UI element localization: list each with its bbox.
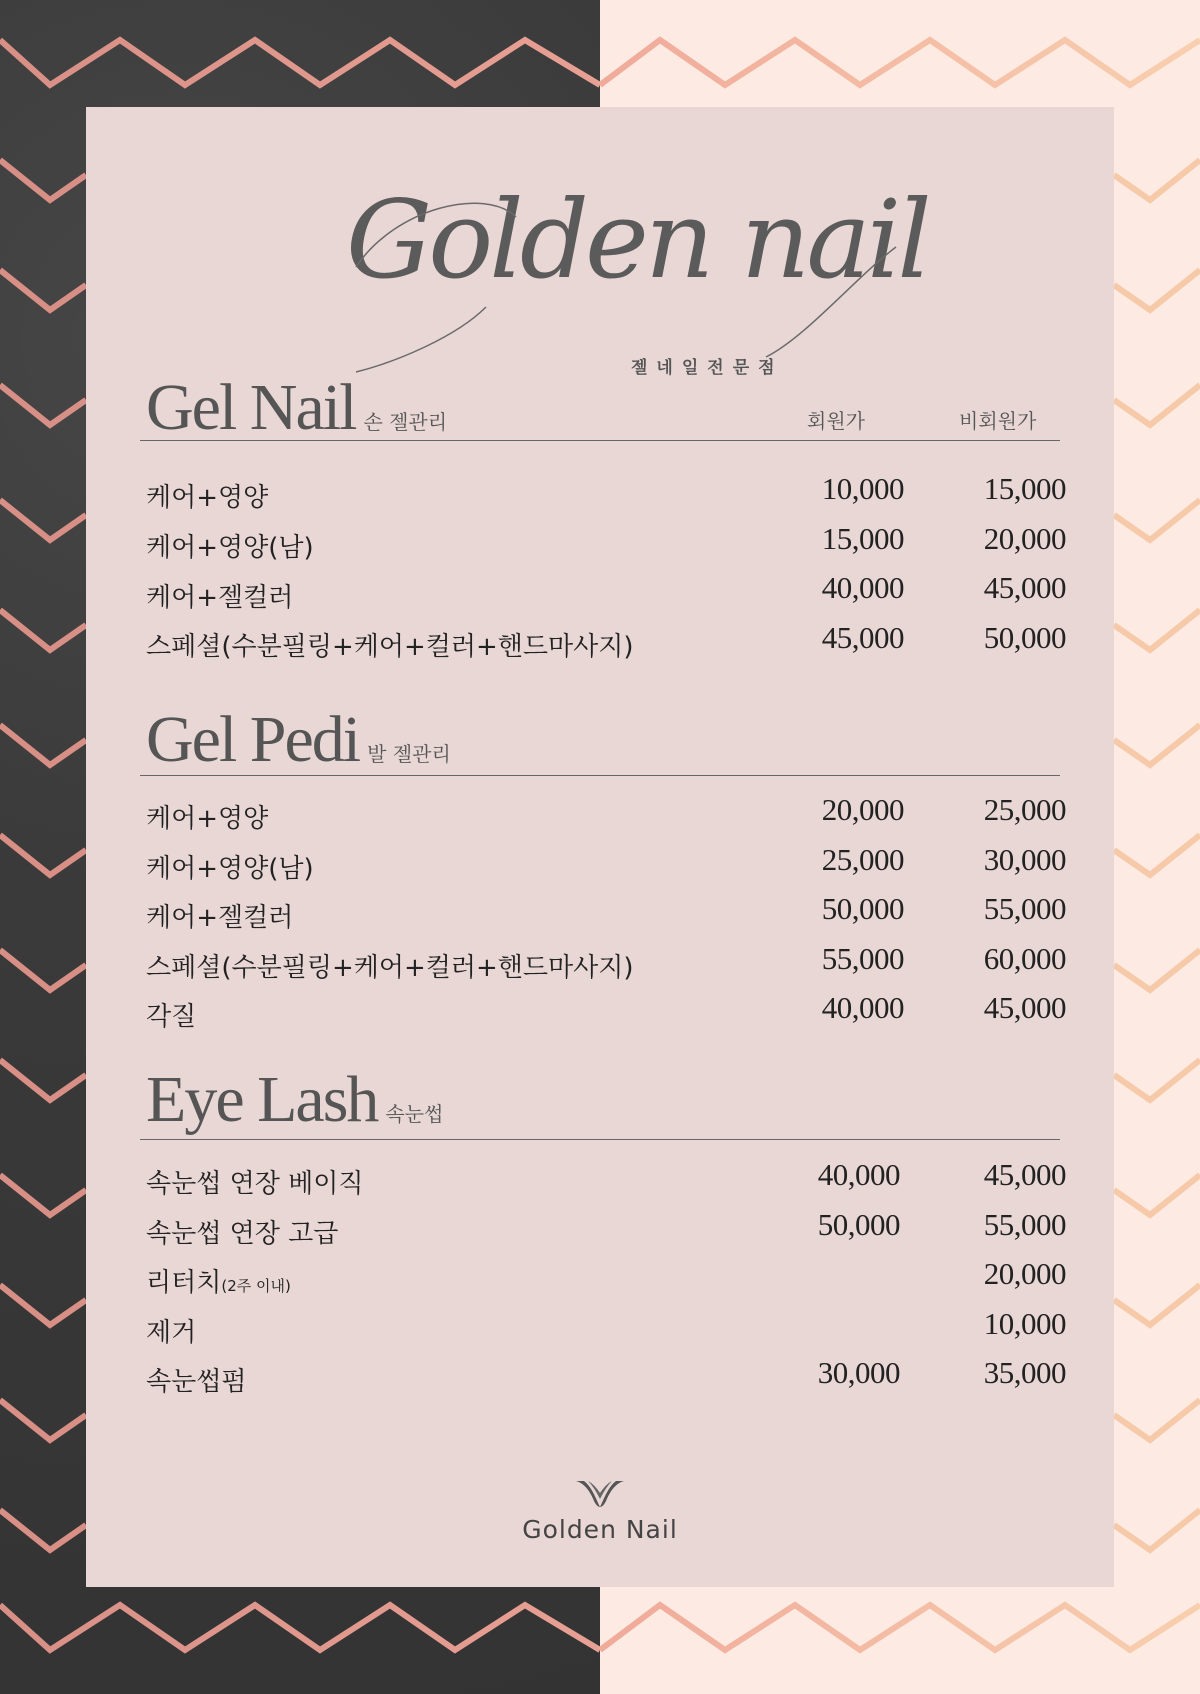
member-price: 45,000 xyxy=(821,620,904,655)
menu-item-name: 케어+영양(남) xyxy=(146,533,314,563)
non-member-price: 55,000 xyxy=(983,891,1066,926)
member-price: 50,000 xyxy=(817,1207,900,1242)
member-price: 15,000 xyxy=(821,521,904,556)
menu-item-name: 제거 xyxy=(146,1318,197,1348)
non-member-price: 45,000 xyxy=(983,1157,1066,1192)
non-member-price: 35,000 xyxy=(983,1355,1066,1390)
member-price: 55,000 xyxy=(821,941,904,976)
non-member-price: 50,000 xyxy=(983,620,1066,655)
member-price: 20,000 xyxy=(821,792,904,827)
logo-flourish xyxy=(336,178,956,377)
non-member-price: 10,000 xyxy=(983,1306,1066,1341)
column-header-non-member: 비회원가 xyxy=(959,409,1037,433)
non-member-price: 55,000 xyxy=(983,1207,1066,1242)
non-member-price: 60,000 xyxy=(983,941,1066,976)
menu-card xyxy=(86,107,1114,1587)
non-member-price: 20,000 xyxy=(983,521,1066,556)
non-member-price: 45,000 xyxy=(983,570,1066,605)
menu-item-name: 케어+젤컬러 xyxy=(146,903,294,933)
menu-item-name: 속눈썹펌 xyxy=(146,1367,247,1397)
section-title-text: Gel Nail xyxy=(146,371,356,444)
menu-item-name: 스페셜(수분필링+케어+컬러+핸드마사지) xyxy=(146,953,634,983)
logo-script-name: Golden nail xyxy=(346,178,928,303)
menu-item-name: 케어+영양(남) xyxy=(146,854,314,884)
menu-item-name: 속눈썹 연장 베이직 xyxy=(146,1169,364,1199)
section-title-text: Eye Lash xyxy=(146,1063,378,1136)
member-price: 10,000 xyxy=(821,471,904,506)
menu-item-name: 속눈썹 연장 고급 xyxy=(146,1219,339,1249)
non-member-price: 20,000 xyxy=(983,1256,1066,1291)
logo-subtitle: 젤네일전문점 xyxy=(631,358,784,378)
section-divider xyxy=(140,775,1060,776)
footer-brand-name: Golden Nail xyxy=(522,1515,678,1544)
hands-icon xyxy=(574,1477,626,1509)
menu-item-name xyxy=(146,1262,291,1299)
menu-item-name: 케어+영양 xyxy=(146,483,269,513)
section-title-eye-lash xyxy=(146,1063,444,1136)
section-divider xyxy=(140,440,1060,441)
member-price: 40,000 xyxy=(817,1157,900,1192)
non-member-price: 45,000 xyxy=(983,990,1066,1025)
menu-item-note: (2주 이내) xyxy=(221,1277,291,1295)
menu-item-name: 케어+젤컬러 xyxy=(146,583,294,613)
member-price: 25,000 xyxy=(821,842,904,877)
section-title-gel-pedi xyxy=(146,703,451,776)
menu-item-name: 각질 xyxy=(146,1002,197,1032)
member-price: 40,000 xyxy=(821,570,904,605)
section-divider xyxy=(140,1139,1060,1140)
section-subtitle: 손 젤관리 xyxy=(363,410,448,434)
menu-item-name: 스페셜(수분필링+케어+컬러+핸드마사지) xyxy=(146,632,634,662)
member-price: 30,000 xyxy=(817,1355,900,1390)
member-price: 50,000 xyxy=(821,891,904,926)
section-subtitle: 발 젤관리 xyxy=(367,742,451,766)
menu-item-name: 케어+영양 xyxy=(146,804,269,834)
non-member-price: 15,000 xyxy=(983,471,1066,506)
section-title-gel-nail xyxy=(146,371,448,444)
section-subtitle: 속눈썹 xyxy=(385,1102,444,1126)
member-price: 40,000 xyxy=(821,990,904,1025)
section-title-text: Gel Pedi xyxy=(146,703,360,776)
non-member-price: 30,000 xyxy=(983,842,1066,877)
column-header-member: 회원가 xyxy=(807,409,865,433)
menu-item-label: 리터치 xyxy=(146,1268,222,1298)
non-member-price: 25,000 xyxy=(983,792,1066,827)
